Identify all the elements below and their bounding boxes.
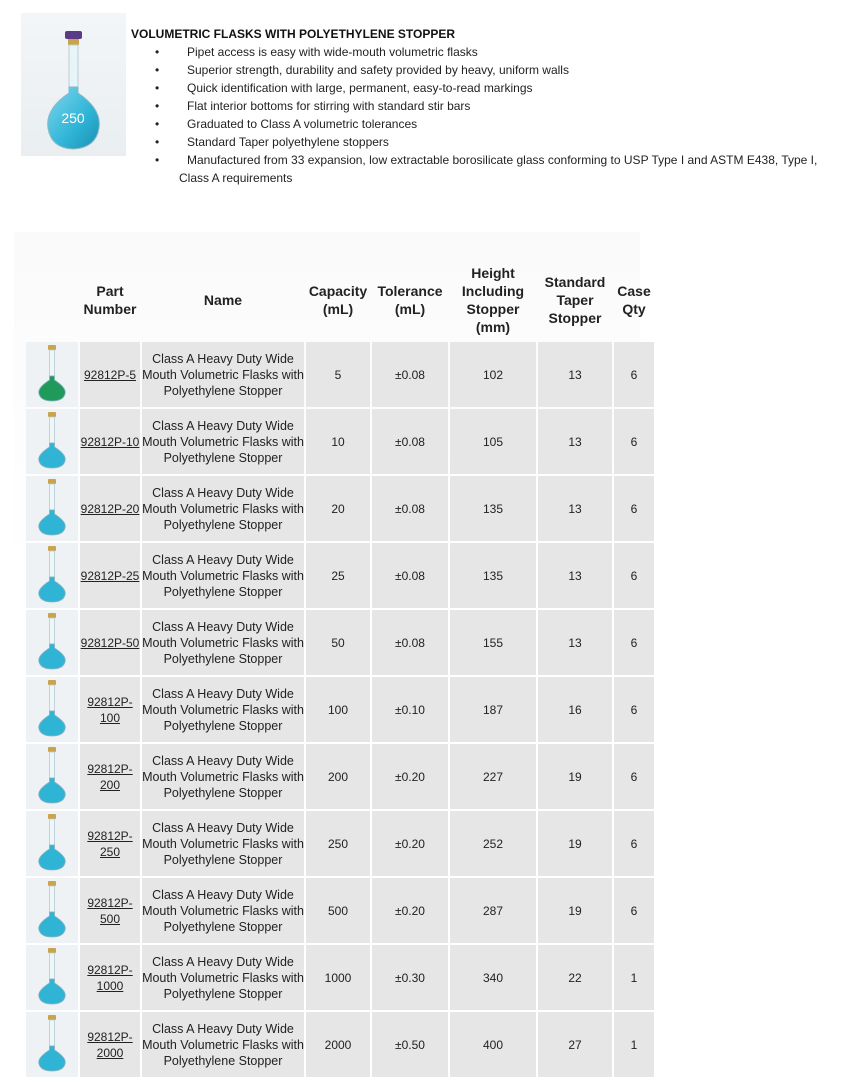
- part-number-cell: [80, 811, 140, 876]
- name-cell: Class A Heavy Duty Wide Mouth Volumetric Flasks with Polyethylene Stopper: [142, 744, 304, 809]
- case-qty-cell: 6: [614, 409, 654, 474]
- hero-flask-image: [21, 13, 126, 156]
- case-qty-cell: 1: [614, 1012, 654, 1077]
- height-cell: 187: [450, 677, 536, 742]
- case-qty-cell: 6: [614, 610, 654, 675]
- name-cell: Class A Heavy Duty Wide Mouth Volumetric Flasks with Polyethylene Stopper: [142, 342, 304, 407]
- height-cell: 252: [450, 811, 536, 876]
- case-qty-cell: 6: [614, 878, 654, 943]
- table-row: [26, 342, 654, 407]
- tolerance-cell: ±0.20: [372, 878, 448, 943]
- page-title: VOLUMETRIC FLASKS WITH POLYETHYLENE STOPPER: [131, 27, 456, 41]
- feature-item: • Graduated to Class A volumetric tolerances: [155, 117, 418, 131]
- name-cell: Class A Heavy Duty Wide Mouth Volumetric Flasks with Polyethylene Stopper: [142, 543, 304, 608]
- part-number-link[interactable]: 92812P-10: [80, 434, 140, 449]
- table-row: [26, 1012, 654, 1077]
- flask-capacity-label: 250: [61, 110, 85, 126]
- part-number-cell: [80, 1012, 140, 1077]
- capacity-cell: 100: [306, 677, 370, 742]
- tolerance-cell: ±0.08: [372, 610, 448, 675]
- part-number-link[interactable]: 92812P-100: [87, 694, 133, 725]
- capacity-cell: 20: [306, 476, 370, 541]
- bullet-icon: •: [155, 135, 160, 149]
- tolerance-cell: ±0.08: [372, 342, 448, 407]
- flask-thumbnail-icon: [28, 811, 76, 873]
- col-header-case-qty: Case Qty: [617, 283, 651, 317]
- capacity-cell: 200: [306, 744, 370, 809]
- name-cell: Class A Heavy Duty Wide Mouth Volumetric Flasks with Polyethylene Stopper: [142, 945, 304, 1010]
- case-qty-cell: 6: [614, 677, 654, 742]
- tolerance-cell: ±0.08: [372, 476, 448, 541]
- product-table: [24, 258, 656, 1079]
- tolerance-cell: ±0.08: [372, 543, 448, 608]
- part-number-cell: [80, 476, 140, 541]
- case-qty-cell: 1: [614, 945, 654, 1010]
- part-number-cell: [80, 543, 140, 608]
- tolerance-cell: ±0.08: [372, 409, 448, 474]
- col-header-part-number: Part Number: [83, 283, 137, 317]
- part-number-link[interactable]: 92812P-5: [83, 367, 137, 382]
- part-number-link[interactable]: 92812P-250: [87, 828, 133, 859]
- row-thumbnail[interactable]: [26, 677, 78, 742]
- tolerance-cell: ±0.20: [372, 811, 448, 876]
- part-number-link[interactable]: 92812P-1000: [87, 962, 133, 993]
- stopper-cell: 19: [538, 878, 612, 943]
- flask-thumbnail-icon: [28, 610, 76, 672]
- col-header-name: Name: [203, 292, 243, 308]
- bullet-icon: •: [155, 99, 160, 113]
- part-number-cell: [80, 878, 140, 943]
- name-cell: Class A Heavy Duty Wide Mouth Volumetric Flasks with Polyethylene Stopper: [142, 878, 304, 943]
- flask-thumbnail-icon: [28, 878, 76, 940]
- height-cell: 135: [450, 543, 536, 608]
- height-cell: 400: [450, 1012, 536, 1077]
- tolerance-cell: ±0.50: [372, 1012, 448, 1077]
- table-row: [26, 610, 654, 675]
- stopper-cell: 19: [538, 744, 612, 809]
- row-thumbnail[interactable]: [26, 945, 78, 1010]
- feature-item: • Superior strength, durability and safety provided by heavy, uniform walls: [155, 63, 569, 77]
- stopper-cell: 13: [538, 476, 612, 541]
- stopper-cell: 19: [538, 811, 612, 876]
- name-cell: Class A Heavy Duty Wide Mouth Volumetric Flasks with Polyethylene Stopper: [142, 811, 304, 876]
- part-number-cell: [80, 945, 140, 1010]
- height-cell: 227: [450, 744, 536, 809]
- row-thumbnail[interactable]: [26, 342, 78, 407]
- flask-thumbnail-icon: [28, 744, 76, 806]
- col-header-height: Height Including Stopper (mm): [461, 265, 525, 335]
- part-number-link[interactable]: 92812P-2000: [87, 1029, 133, 1060]
- feature-item: • Quick identification with large, permanent, easy-to-read markings: [155, 81, 533, 95]
- flask-thumbnail-icon: [28, 342, 76, 404]
- height-cell: 135: [450, 476, 536, 541]
- case-qty-cell: 6: [614, 744, 654, 809]
- bullet-icon: •: [155, 81, 160, 95]
- feature-list: [131, 43, 841, 187]
- stopper-cell: 13: [538, 409, 612, 474]
- part-number-link[interactable]: 92812P-25: [80, 568, 140, 583]
- feature-item: • Standard Taper polyethylene stoppers: [155, 135, 389, 149]
- case-qty-cell: 6: [614, 811, 654, 876]
- name-cell: Class A Heavy Duty Wide Mouth Volumetric Flasks with Polyethylene Stopper: [142, 610, 304, 675]
- row-thumbnail[interactable]: [26, 811, 78, 876]
- bullet-icon: •: [155, 63, 160, 77]
- name-cell: Class A Heavy Duty Wide Mouth Volumetric Flasks with Polyethylene Stopper: [142, 1012, 304, 1077]
- capacity-cell: 25: [306, 543, 370, 608]
- case-qty-cell: 6: [614, 342, 654, 407]
- stopper-cell: 27: [538, 1012, 612, 1077]
- part-number-link[interactable]: 92812P-50: [80, 635, 140, 650]
- table-row: [26, 878, 654, 943]
- col-header-capacity: Capacity (mL): [308, 283, 368, 317]
- height-cell: 102: [450, 342, 536, 407]
- tolerance-cell: ±0.10: [372, 677, 448, 742]
- feature-item: • Pipet access is easy with wide-mouth volumetric flasks: [155, 45, 478, 59]
- part-number-cell: [80, 677, 140, 742]
- part-number-link[interactable]: 92812P-20: [80, 501, 140, 516]
- capacity-cell: 10: [306, 409, 370, 474]
- row-thumbnail[interactable]: [26, 878, 78, 943]
- table-row: [26, 811, 654, 876]
- table-row: [26, 476, 654, 541]
- tolerance-cell: ±0.30: [372, 945, 448, 1010]
- tolerance-cell: ±0.20: [372, 744, 448, 809]
- row-thumbnail[interactable]: [26, 409, 78, 474]
- case-qty-cell: 6: [614, 476, 654, 541]
- table-row: [26, 677, 654, 742]
- feature-item: • Flat interior bottoms for stirring with standard stir bars: [155, 99, 471, 113]
- flask-thumbnail-icon: [28, 945, 76, 1007]
- bullet-icon: •: [155, 117, 160, 131]
- col-header-stopper: Standard Taper Stopper: [544, 274, 606, 326]
- flask-thumbnail-icon: [28, 677, 76, 739]
- height-cell: 340: [450, 945, 536, 1010]
- table-body: [26, 342, 654, 1077]
- part-number-cell: [80, 610, 140, 675]
- part-number-link[interactable]: 92812P-200: [87, 761, 133, 792]
- row-thumbnail[interactable]: [26, 744, 78, 809]
- stopper-cell: 16: [538, 677, 612, 742]
- capacity-cell: 5: [306, 342, 370, 407]
- part-number-cell: [80, 744, 140, 809]
- flask-thumbnail-icon: [28, 476, 76, 538]
- flask-thumbnail-icon: [28, 1012, 76, 1074]
- capacity-cell: 250: [306, 811, 370, 876]
- table-row: [26, 744, 654, 809]
- volumetric-flask-icon: [21, 13, 126, 156]
- capacity-cell: 2000: [306, 1012, 370, 1077]
- height-cell: 105: [450, 409, 536, 474]
- part-number-cell: [80, 342, 140, 407]
- flask-thumbnail-icon: [28, 409, 76, 471]
- capacity-cell: 50: [306, 610, 370, 675]
- feature-item: • Manufactured from 33 expansion, low extractable borosilicate glass conforming to USP Type I and ASTM E438, Type I, Class A requirements: [155, 153, 818, 185]
- row-thumbnail[interactable]: [26, 476, 78, 541]
- stopper-cell: 22: [538, 945, 612, 1010]
- table-row: [26, 543, 654, 608]
- col-header-image: [26, 260, 78, 340]
- bullet-icon: •: [155, 45, 160, 59]
- capacity-cell: 1000: [306, 945, 370, 1010]
- row-thumbnail[interactable]: [26, 1012, 78, 1077]
- table-row: [26, 409, 654, 474]
- stopper-cell: 13: [538, 342, 612, 407]
- stopper-cell: 13: [538, 543, 612, 608]
- height-cell: 287: [450, 878, 536, 943]
- height-cell: 155: [450, 610, 536, 675]
- table-row: [26, 945, 654, 1010]
- name-cell: Class A Heavy Duty Wide Mouth Volumetric Flasks with Polyethylene Stopper: [142, 677, 304, 742]
- product-description: [131, 25, 841, 187]
- name-cell: Class A Heavy Duty Wide Mouth Volumetric Flasks with Polyethylene Stopper: [142, 409, 304, 474]
- row-thumbnail[interactable]: [26, 610, 78, 675]
- flask-thumbnail-icon: [28, 543, 76, 605]
- stopper-cell: 13: [538, 610, 612, 675]
- col-header-tolerance: Tolerance (mL): [377, 283, 443, 317]
- row-thumbnail[interactable]: [26, 543, 78, 608]
- bullet-icon: •: [155, 153, 160, 167]
- case-qty-cell: 6: [614, 543, 654, 608]
- part-number-link[interactable]: 92812P-500: [87, 895, 133, 926]
- part-number-cell: [80, 409, 140, 474]
- name-cell: Class A Heavy Duty Wide Mouth Volumetric Flasks with Polyethylene Stopper: [142, 476, 304, 541]
- capacity-cell: 500: [306, 878, 370, 943]
- table-header-row: [26, 260, 654, 340]
